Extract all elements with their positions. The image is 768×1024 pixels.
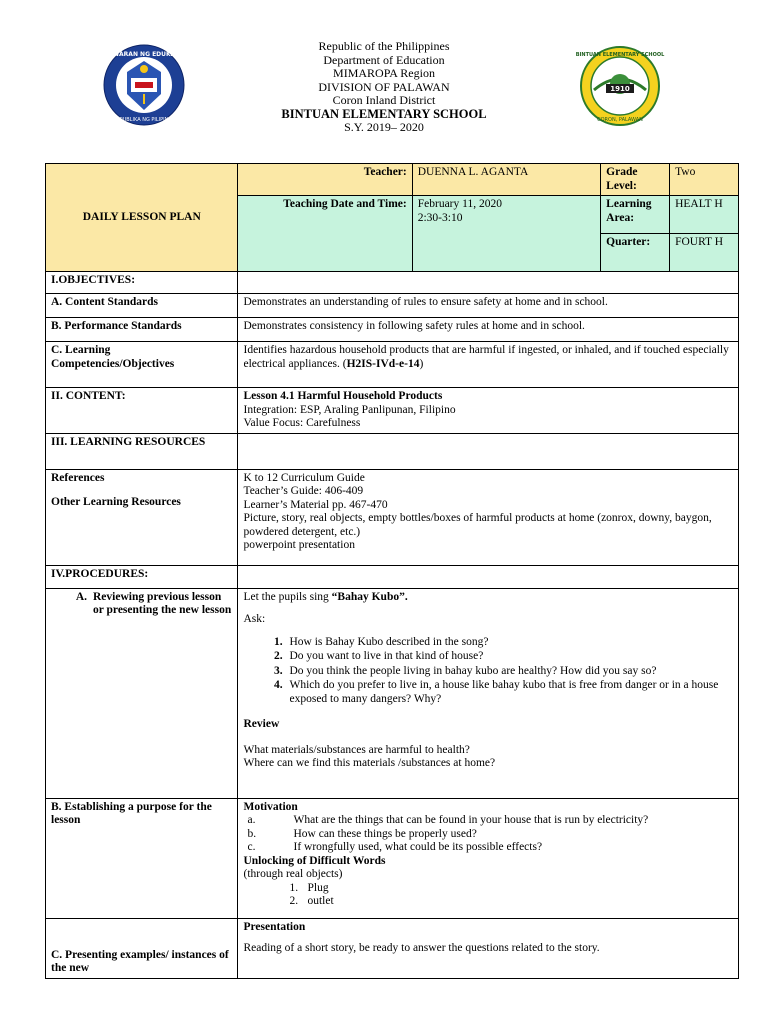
learning-resources-empty <box>238 433 739 469</box>
content-standards-label: A. Content Standards <box>46 294 238 318</box>
presentation-text: Reading of a short story, be ready to answer the questions related to the story. <box>243 942 600 954</box>
daily-lesson-plan-title: DAILY LESSON PLAN <box>46 164 238 272</box>
teacher-name: DUENNA L. AGANTA <box>412 164 600 196</box>
header-school: BINTUAN ELEMENTARY SCHOOL <box>281 106 487 121</box>
references-label: References <box>51 471 105 484</box>
unlocking-note: (through real objects) <box>243 868 343 880</box>
reference-2: Teacher’s Guide: 406-409 <box>243 485 364 497</box>
motivation-item-text: If wrongfully used, what could be its possible effects? <box>293 841 543 853</box>
proc-c-content <box>238 918 739 978</box>
question-item: 3. Do you think the people living in bahay kubo are healthy? How did you say so? <box>285 665 733 679</box>
motivation-item-letter: c. <box>247 841 256 853</box>
motivation-item <box>243 814 733 828</box>
header-division: DIVISION OF PALAWAN <box>318 79 450 94</box>
header-department: Department of Education <box>323 52 445 67</box>
word-item-text: outlet <box>307 895 334 907</box>
proc-b-content <box>238 798 739 918</box>
document-header <box>0 40 768 135</box>
grade-level-label: Grade Level: <box>601 164 670 196</box>
proc-a-label: Reviewing previous lesson or presenting the new lesson <box>93 590 232 616</box>
proc-a-song: “Bahay Kubo”. <box>331 590 408 603</box>
lesson-title: Lesson 4.1 Harmful Household Products <box>243 390 443 402</box>
unlocking-heading: Unlocking of Difficult Words <box>243 854 386 867</box>
grade-level-value: Two <box>670 164 739 196</box>
deped-seal-bottom-text: REPUBLIKA NG PILIPINAS <box>113 117 175 123</box>
teaching-date-label: Teaching Date and Time: <box>238 196 412 272</box>
competencies-body: Identifies hazardous household products that are harmful if ingested, or inhaled, and if touched especially electrical appliances. ( <box>243 344 729 370</box>
value-focus: Value Focus: Carefulness <box>243 417 361 429</box>
motivation-item <box>243 841 733 855</box>
learning-resources-label: III. LEARNING RESOURCES <box>46 433 238 469</box>
word-item <box>289 882 733 896</box>
other-resources-label: Other Learning Resources <box>51 496 181 508</box>
performance-standards-text: Demonstrates consistency in following safety rules at home and in school. <box>238 318 739 342</box>
header-school-year: S.Y. 2019– 2020 <box>344 120 424 134</box>
motivation-item-letter: b. <box>247 827 257 840</box>
word-item-number: 1. <box>289 881 299 894</box>
teaching-date-value <box>412 196 600 272</box>
presentation-heading: Presentation <box>243 920 306 933</box>
school-seal-bottom-text: CORON, PALAWAN <box>597 117 643 123</box>
word-item-text: Plug <box>307 881 329 894</box>
content-label: II. CONTENT: <box>46 388 238 434</box>
reference-5: powerpoint presentation <box>243 539 355 551</box>
learning-area-value: HEALT H <box>670 196 739 234</box>
proc-b-label: B. Establishing a purpose for the lesson <box>46 798 238 918</box>
motivation-list <box>243 814 733 855</box>
proc-a-letter: A. <box>75 590 87 603</box>
integration: Integration: ESP, Araling Panlipunan, Filipino <box>243 403 456 416</box>
learning-area-label: Learning Area: <box>601 196 670 234</box>
content-standards-text: Demonstrates an understanding of rules to ensure safety at home and in school. <box>238 294 739 318</box>
references-cell <box>46 469 238 565</box>
header-district: Coron Inland District <box>332 93 436 107</box>
motivation-item-text: How can these things be properly used? <box>293 827 477 840</box>
reference-3: Learner’s Material pp. 467-470 <box>243 498 388 511</box>
competencies-close: ) <box>419 357 424 370</box>
question-item: 2. Do you want to live in that kind of house? <box>285 650 733 664</box>
teaching-time: 2:30-3:10 <box>417 211 463 224</box>
question-item: 1. How is Bahay Kubo described in the song? <box>285 636 733 650</box>
school-seal-year: 1910 <box>610 85 630 93</box>
review-question-2: Where can we find this materials /substances at home? <box>243 757 496 769</box>
proc-a-questions <box>243 636 733 707</box>
word-item <box>289 895 733 909</box>
proc-a-content <box>238 588 739 798</box>
quarter-value: FOURT H <box>670 234 739 272</box>
content-text <box>238 388 739 434</box>
procedures-heading: IV.PROCEDURES: <box>46 565 238 588</box>
competencies-text <box>238 342 739 388</box>
objectives-heading: I.OBJECTIVES: <box>46 272 238 294</box>
motivation-item-letter: a. <box>247 814 256 826</box>
motivation-item <box>243 828 733 842</box>
proc-a-ask: Ask: <box>243 613 266 625</box>
teacher-label: Teacher: <box>238 164 412 196</box>
proc-a-label-cell <box>46 588 238 798</box>
performance-standards-label: B. Performance Standards <box>46 318 238 342</box>
reference-4: Picture, story, real objects, empty bottles/boxes of harmful products at home (zonrox, downy, baygon, powdered detergent, etc.) <box>243 512 712 538</box>
references-text <box>238 469 739 565</box>
lesson-plan-table <box>45 163 739 979</box>
reference-1: K to 12 Curriculum Guide <box>243 471 365 484</box>
word-list <box>243 882 733 909</box>
teaching-date: February 11, 2020 <box>417 198 502 210</box>
quarter-label: Quarter: <box>601 234 670 272</box>
header-region: MIMAROPA Region <box>333 66 435 80</box>
motivation-heading: Motivation <box>243 800 298 813</box>
competencies-code: H2IS-IVd-e-14 <box>346 357 420 370</box>
competencies-label: C. Learning Competencies/Objectives <box>46 342 238 388</box>
review-question-1: What materials/substances are harmful to health? <box>243 743 470 756</box>
question-item: 4. Which do you prefer to live in, a house like bahay kubo that is free from danger or in a house exposed to many dangers? Why? <box>285 679 733 706</box>
objectives-empty <box>238 272 739 294</box>
proc-c-label: C. Presenting examples/ instances of the new <box>46 918 238 978</box>
procedures-empty <box>238 565 739 588</box>
school-seal-top-text: BINTUAN ELEMENTARY SCHOOL <box>575 52 665 58</box>
deped-seal-top-text: KAGAWARAN NG EDUKASYON <box>94 51 194 58</box>
review-heading: Review <box>243 718 280 730</box>
word-item-number: 2. <box>289 895 299 907</box>
motivation-item-text: What are the things that can be found in your house that is run by electricity? <box>293 814 649 826</box>
header-republic: Republic of the Philippines <box>318 39 450 53</box>
proc-a-intro: Let the pupils sing <box>243 590 332 603</box>
